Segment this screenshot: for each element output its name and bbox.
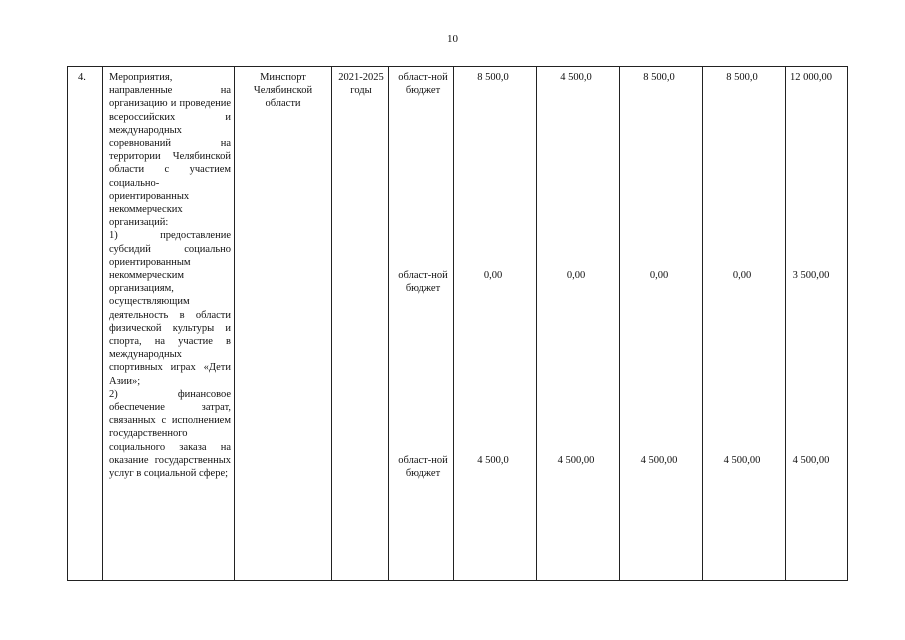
column-divider [785, 67, 786, 580]
value-cell: 4 500,00 [723, 455, 761, 466]
column-divider [102, 67, 103, 580]
value-cell: 3 500,00 [792, 270, 830, 281]
column-divider [536, 67, 537, 580]
funding-source: област-ной бюджет [398, 72, 448, 97]
value-cell: 0,00 [566, 270, 586, 281]
page-number: 10 [447, 33, 458, 45]
column-divider [234, 67, 235, 580]
value-cell: 0,00 [483, 270, 503, 281]
value-cell: 0,00 [649, 270, 669, 281]
column-divider [702, 67, 703, 580]
description-intro: Мероприятия, направленные на организацию и проведение всероссийских и международных соревнований на территории Челябинской области с участием социально-ориентированных некоммерческих организаций: [109, 72, 231, 229]
funding-source: област-ной бюджет [398, 270, 448, 295]
value-cell: 4 500,0 [560, 72, 592, 83]
column-divider [619, 67, 620, 580]
period: 2021-2025 годы [338, 72, 384, 97]
budget-table [67, 66, 848, 581]
row-description [109, 71, 231, 480]
column-divider [331, 67, 332, 580]
executor: Минспорт Челябинской области [253, 72, 313, 110]
value-cell: 8 500,0 [477, 72, 509, 83]
description-item-2: 2) финансовое обеспечение затрат, связанных с исполнением государственного социального заказа на оказание государственных услуг в социальной сфере; [109, 388, 231, 480]
column-divider [388, 67, 389, 580]
row-number: 4. [78, 72, 86, 83]
value-cell: 4 500,00 [557, 455, 595, 466]
value-cell: 12 000,00 [790, 72, 832, 83]
column-divider [453, 67, 454, 580]
value-cell: 4 500,0 [477, 455, 509, 466]
description-item-1: 1) предоставление субсидий социально ориентированным некоммерческим организациям, осуществляющим деятельность в области физической культуры и спорта, на участие в международных спортивных играх «Дети Азии»; [109, 230, 231, 387]
value-cell: 0,00 [732, 270, 752, 281]
funding-source: област-ной бюджет [398, 455, 448, 480]
value-cell: 8 500,0 [643, 72, 675, 83]
value-cell: 4 500,00 [640, 455, 678, 466]
value-cell: 8 500,0 [726, 72, 758, 83]
value-cell: 4 500,00 [792, 455, 830, 466]
